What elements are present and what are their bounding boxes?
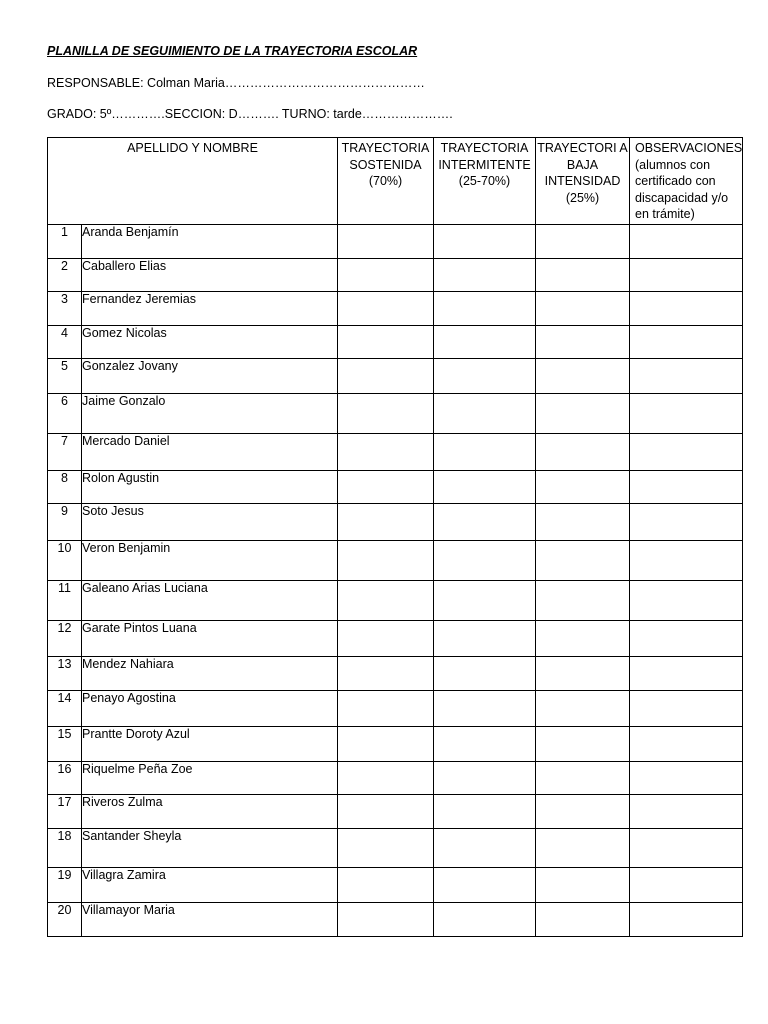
sostenida-cell[interactable] bbox=[338, 434, 434, 471]
baja-cell[interactable] bbox=[536, 259, 630, 292]
document-title: PLANILLA DE SEGUIMIENTO DE LA TRAYECTORIA ESCOLAR bbox=[47, 44, 418, 58]
observaciones-cell[interactable] bbox=[630, 434, 743, 471]
intermitente-cell[interactable] bbox=[434, 259, 536, 292]
intermitente-cell[interactable] bbox=[434, 903, 536, 937]
intermitente-cell[interactable] bbox=[434, 829, 536, 868]
observaciones-cell[interactable] bbox=[630, 326, 743, 359]
row-number: 16 bbox=[48, 762, 82, 795]
table-row bbox=[48, 359, 743, 394]
student-name: Mendez Nahiara bbox=[82, 657, 338, 691]
observaciones-cell[interactable] bbox=[630, 868, 743, 903]
row-number: 2 bbox=[48, 259, 82, 292]
row-number: 6 bbox=[48, 394, 82, 434]
observaciones-cell[interactable] bbox=[630, 504, 743, 541]
sostenida-cell[interactable] bbox=[338, 691, 434, 727]
header-trayectoria-baja: TRAYECTORI A BAJA INTENSIDAD (25%) bbox=[536, 138, 630, 225]
baja-cell[interactable] bbox=[536, 434, 630, 471]
baja-cell[interactable] bbox=[536, 292, 630, 326]
intermitente-cell[interactable] bbox=[434, 504, 536, 541]
observaciones-cell[interactable] bbox=[630, 259, 743, 292]
observaciones-cell[interactable] bbox=[630, 225, 743, 259]
row-number: 14 bbox=[48, 691, 82, 727]
sostenida-cell[interactable] bbox=[338, 727, 434, 762]
row-number: 9 bbox=[48, 504, 82, 541]
sostenida-cell[interactable] bbox=[338, 829, 434, 868]
student-name: Galeano Arias Luciana bbox=[82, 581, 338, 621]
table-row bbox=[48, 621, 743, 657]
table-row bbox=[48, 903, 743, 937]
intermitente-cell[interactable] bbox=[434, 691, 536, 727]
row-number: 4 bbox=[48, 326, 82, 359]
student-name: Riquelme Peña Zoe bbox=[82, 762, 338, 795]
intermitente-cell[interactable] bbox=[434, 657, 536, 691]
table-row bbox=[48, 471, 743, 504]
intermitente-cell[interactable] bbox=[434, 471, 536, 504]
baja-cell[interactable] bbox=[536, 471, 630, 504]
sostenida-cell[interactable] bbox=[338, 868, 434, 903]
observaciones-cell[interactable] bbox=[630, 903, 743, 937]
table-row bbox=[48, 795, 743, 829]
responsable-line: RESPONSABLE: Colman Maria………………………………………… bbox=[47, 76, 425, 90]
row-number: 15 bbox=[48, 727, 82, 762]
baja-cell[interactable] bbox=[536, 394, 630, 434]
intermitente-cell[interactable] bbox=[434, 434, 536, 471]
baja-cell[interactable] bbox=[536, 657, 630, 691]
sostenida-cell[interactable] bbox=[338, 394, 434, 434]
header-observaciones: OBSERVACIONES (alumnos con certificado con discapacidad y/o en trámite) bbox=[630, 138, 743, 225]
student-name: Mercado Daniel bbox=[82, 434, 338, 471]
row-number: 3 bbox=[48, 292, 82, 326]
baja-cell[interactable] bbox=[536, 762, 630, 795]
observaciones-cell[interactable] bbox=[630, 727, 743, 762]
baja-cell[interactable] bbox=[536, 903, 630, 937]
row-number: 10 bbox=[48, 541, 82, 581]
intermitente-cell[interactable] bbox=[434, 292, 536, 326]
intermitente-cell[interactable] bbox=[434, 621, 536, 657]
intermitente-cell[interactable] bbox=[434, 868, 536, 903]
sostenida-cell[interactable] bbox=[338, 795, 434, 829]
row-number: 11 bbox=[48, 581, 82, 621]
observaciones-cell[interactable] bbox=[630, 795, 743, 829]
student-name: Penayo Agostina bbox=[82, 691, 338, 727]
baja-cell[interactable] bbox=[536, 359, 630, 394]
baja-cell[interactable] bbox=[536, 225, 630, 259]
observaciones-cell[interactable] bbox=[630, 581, 743, 621]
intermitente-cell[interactable] bbox=[434, 326, 536, 359]
baja-cell[interactable] bbox=[536, 691, 630, 727]
observaciones-cell[interactable] bbox=[630, 657, 743, 691]
row-number: 13 bbox=[48, 657, 82, 691]
table-row bbox=[48, 868, 743, 903]
baja-cell[interactable] bbox=[536, 541, 630, 581]
baja-cell[interactable] bbox=[536, 868, 630, 903]
table-row bbox=[48, 259, 743, 292]
student-name: Santander Sheyla bbox=[82, 829, 338, 868]
table-row bbox=[48, 581, 743, 621]
header-apellido-nombre: APELLIDO Y NOMBRE bbox=[48, 138, 338, 225]
header-trayectoria-intermitente: TRAYECTORIA INTERMITENTE (25-70%) bbox=[434, 138, 536, 225]
baja-cell[interactable] bbox=[536, 581, 630, 621]
table-row bbox=[48, 762, 743, 795]
baja-cell[interactable] bbox=[536, 727, 630, 762]
intermitente-cell[interactable] bbox=[434, 762, 536, 795]
intermitente-cell[interactable] bbox=[434, 359, 536, 394]
table-row bbox=[48, 504, 743, 541]
sostenida-cell[interactable] bbox=[338, 504, 434, 541]
student-name: Soto Jesus bbox=[82, 504, 338, 541]
table-body bbox=[48, 225, 743, 937]
row-number: 17 bbox=[48, 795, 82, 829]
row-number: 12 bbox=[48, 621, 82, 657]
table-row bbox=[48, 225, 743, 259]
student-name: Villagra Zamira bbox=[82, 868, 338, 903]
sostenida-cell[interactable] bbox=[338, 259, 434, 292]
baja-cell[interactable] bbox=[536, 621, 630, 657]
observaciones-cell[interactable] bbox=[630, 691, 743, 727]
observaciones-cell[interactable] bbox=[630, 471, 743, 504]
student-name: Garate Pintos Luana bbox=[82, 621, 338, 657]
observaciones-cell[interactable] bbox=[630, 292, 743, 326]
student-name: Villamayor Maria bbox=[82, 903, 338, 937]
table-row bbox=[48, 727, 743, 762]
observaciones-cell[interactable] bbox=[630, 541, 743, 581]
student-name: Gonzalez Jovany bbox=[82, 359, 338, 394]
baja-cell[interactable] bbox=[536, 326, 630, 359]
table-header-row bbox=[48, 138, 743, 225]
header-trayectoria-sostenida: TRAYECTORIA SOSTENIDA (70%) bbox=[338, 138, 434, 225]
student-name: Gomez Nicolas bbox=[82, 326, 338, 359]
intermitente-cell[interactable] bbox=[434, 795, 536, 829]
row-number: 18 bbox=[48, 829, 82, 868]
sostenida-cell[interactable] bbox=[338, 225, 434, 259]
table-row bbox=[48, 657, 743, 691]
sostenida-cell[interactable] bbox=[338, 903, 434, 937]
intermitente-cell[interactable] bbox=[434, 394, 536, 434]
student-name: Veron Benjamin bbox=[82, 541, 338, 581]
grado-seccion-turno-line: GRADO: 5º………….SECCION: D………. TURNO: tarde…………………. bbox=[47, 107, 453, 121]
intermitente-cell[interactable] bbox=[434, 727, 536, 762]
sostenida-cell[interactable] bbox=[338, 762, 434, 795]
row-number: 1 bbox=[48, 225, 82, 259]
tracking-table bbox=[47, 137, 743, 937]
observaciones-cell[interactable] bbox=[630, 829, 743, 868]
intermitente-cell[interactable] bbox=[434, 581, 536, 621]
row-number: 7 bbox=[48, 434, 82, 471]
observaciones-cell[interactable] bbox=[630, 394, 743, 434]
row-number: 8 bbox=[48, 471, 82, 504]
table-row bbox=[48, 829, 743, 868]
baja-cell[interactable] bbox=[536, 504, 630, 541]
sostenida-cell[interactable] bbox=[338, 541, 434, 581]
row-number: 19 bbox=[48, 868, 82, 903]
baja-cell[interactable] bbox=[536, 829, 630, 868]
student-name: Aranda Benjamín bbox=[82, 225, 338, 259]
table-row bbox=[48, 292, 743, 326]
sostenida-cell[interactable] bbox=[338, 326, 434, 359]
observaciones-cell[interactable] bbox=[630, 359, 743, 394]
student-name: Riveros Zulma bbox=[82, 795, 338, 829]
student-name: Fernandez Jeremias bbox=[82, 292, 338, 326]
student-name: Caballero Elias bbox=[82, 259, 338, 292]
intermitente-cell[interactable] bbox=[434, 541, 536, 581]
student-name: Prantte Doroty Azul bbox=[82, 727, 338, 762]
sostenida-cell[interactable] bbox=[338, 621, 434, 657]
baja-cell[interactable] bbox=[536, 795, 630, 829]
intermitente-cell[interactable] bbox=[434, 225, 536, 259]
observaciones-cell[interactable] bbox=[630, 762, 743, 795]
table-row bbox=[48, 691, 743, 727]
sostenida-cell[interactable] bbox=[338, 359, 434, 394]
sostenida-cell[interactable] bbox=[338, 581, 434, 621]
observaciones-cell[interactable] bbox=[630, 621, 743, 657]
student-name: Rolon Agustin bbox=[82, 471, 338, 504]
sostenida-cell[interactable] bbox=[338, 292, 434, 326]
table-row bbox=[48, 326, 743, 359]
table-row bbox=[48, 541, 743, 581]
row-number: 20 bbox=[48, 903, 82, 937]
row-number: 5 bbox=[48, 359, 82, 394]
table-row bbox=[48, 394, 743, 434]
student-name: Jaime Gonzalo bbox=[82, 394, 338, 434]
sostenida-cell[interactable] bbox=[338, 471, 434, 504]
sostenida-cell[interactable] bbox=[338, 657, 434, 691]
table-row bbox=[48, 434, 743, 471]
